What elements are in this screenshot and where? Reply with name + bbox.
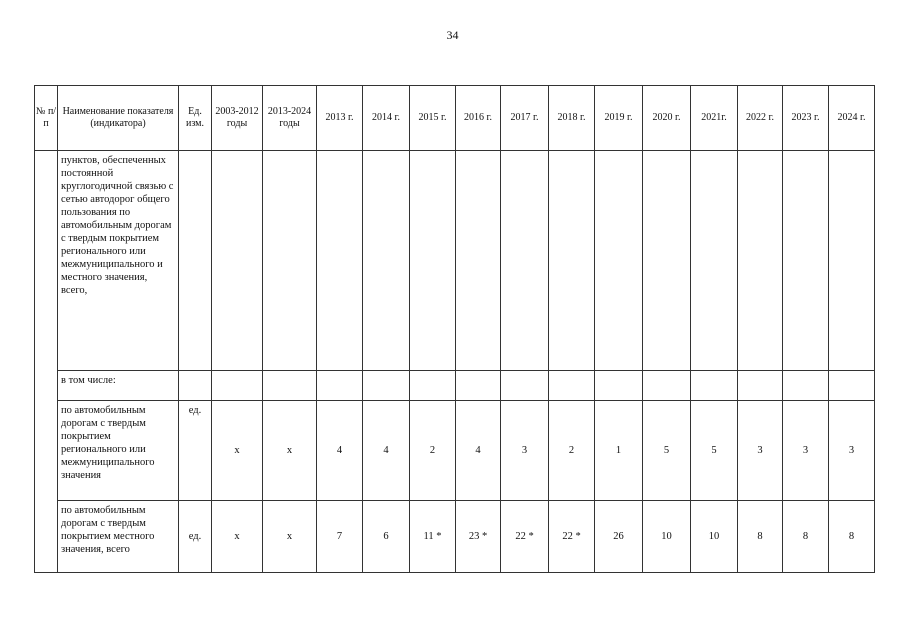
value-cell: 4 bbox=[456, 401, 501, 501]
value-cell bbox=[738, 371, 783, 401]
value-cell bbox=[501, 151, 549, 371]
header-year: 2015 г. bbox=[410, 86, 456, 151]
value-cell bbox=[549, 151, 595, 371]
value-cell bbox=[410, 371, 456, 401]
value-cell: 10 bbox=[691, 501, 738, 573]
indicator-name: по автомобильным дорогам с твердым покрытием регионального или межмуниципального значения bbox=[58, 401, 179, 501]
value-cell: 3 bbox=[829, 401, 875, 501]
value-cell: 11 * bbox=[410, 501, 456, 573]
value-cell: 26 bbox=[595, 501, 643, 573]
header-year: 2024 г. bbox=[829, 86, 875, 151]
header-period-2013-2024: 2013-2024 годы bbox=[263, 86, 317, 151]
indicator-name: пунктов, обеспеченных постоянной круглогодичной связью с сетью автодорог общего пользования по автомобильным дорогам с твердым покрытием регионального или межмуниципального и местного значения, всего, bbox=[58, 151, 179, 371]
row-number-cell bbox=[35, 151, 58, 573]
header-row bbox=[35, 86, 875, 151]
value-cell bbox=[501, 371, 549, 401]
indicator-name: в том числе: bbox=[58, 371, 179, 401]
value-cell: 4 bbox=[363, 401, 410, 501]
value-cell bbox=[595, 151, 643, 371]
value-cell: 8 bbox=[829, 501, 875, 573]
value-cell: 4 bbox=[317, 401, 363, 501]
header-unit: Ед. изм. bbox=[179, 86, 212, 151]
value-cell bbox=[595, 371, 643, 401]
header-period-2003-2012: 2003-2012 годы bbox=[212, 86, 263, 151]
value-cell bbox=[829, 151, 875, 371]
header-year: 2023 г. bbox=[783, 86, 829, 151]
period-cell bbox=[212, 371, 263, 401]
table-row bbox=[35, 501, 875, 573]
table-row bbox=[35, 401, 875, 501]
value-cell: 7 bbox=[317, 501, 363, 573]
header-year: 2019 г. bbox=[595, 86, 643, 151]
value-cell bbox=[783, 371, 829, 401]
value-cell: 5 bbox=[643, 401, 691, 501]
period-cell: х bbox=[212, 501, 263, 573]
unit-cell: ед. bbox=[179, 501, 212, 573]
period-cell bbox=[212, 151, 263, 371]
period-cell: х bbox=[263, 501, 317, 573]
value-cell bbox=[691, 151, 738, 371]
value-cell: 6 bbox=[363, 501, 410, 573]
value-cell: 3 bbox=[738, 401, 783, 501]
value-cell: 10 bbox=[643, 501, 691, 573]
header-year: 2016 г. bbox=[456, 86, 501, 151]
indicator-table bbox=[34, 85, 875, 573]
value-cell bbox=[738, 151, 783, 371]
header-year: 2020 г. bbox=[643, 86, 691, 151]
table-row bbox=[35, 371, 875, 401]
header-year: 2021г. bbox=[691, 86, 738, 151]
header-year: 2013 г. bbox=[317, 86, 363, 151]
value-cell: 1 bbox=[595, 401, 643, 501]
value-cell: 23 * bbox=[456, 501, 501, 573]
indicator-name: по автомобильным дорогам с твердым покрытием местного значения, всего bbox=[58, 501, 179, 573]
value-cell: 8 bbox=[738, 501, 783, 573]
value-cell bbox=[549, 371, 595, 401]
value-cell bbox=[317, 151, 363, 371]
unit-cell: ед. bbox=[179, 401, 212, 501]
value-cell bbox=[829, 371, 875, 401]
page-number: 34 bbox=[446, 28, 459, 42]
unit-cell bbox=[179, 151, 212, 371]
value-cell: 22 * bbox=[501, 501, 549, 573]
value-cell bbox=[456, 371, 501, 401]
table-row bbox=[35, 151, 875, 371]
period-cell: х bbox=[212, 401, 263, 501]
period-cell: х bbox=[263, 401, 317, 501]
header-year: 2022 г. bbox=[738, 86, 783, 151]
value-cell bbox=[363, 371, 410, 401]
header-year: 2014 г. bbox=[363, 86, 410, 151]
header-name: Наименование показателя (индикатора) bbox=[58, 86, 179, 151]
value-cell: 8 bbox=[783, 501, 829, 573]
value-cell bbox=[317, 371, 363, 401]
value-cell: 2 bbox=[410, 401, 456, 501]
period-cell bbox=[263, 151, 317, 371]
period-cell bbox=[263, 371, 317, 401]
header-year: 2017 г. bbox=[501, 86, 549, 151]
value-cell bbox=[410, 151, 456, 371]
value-cell bbox=[643, 151, 691, 371]
value-cell bbox=[691, 371, 738, 401]
value-cell: 5 bbox=[691, 401, 738, 501]
value-cell bbox=[363, 151, 410, 371]
value-cell: 3 bbox=[501, 401, 549, 501]
value-cell: 2 bbox=[549, 401, 595, 501]
value-cell bbox=[456, 151, 501, 371]
value-cell: 3 bbox=[783, 401, 829, 501]
unit-cell bbox=[179, 371, 212, 401]
value-cell bbox=[783, 151, 829, 371]
header-year: 2018 г. bbox=[549, 86, 595, 151]
value-cell: 22 * bbox=[549, 501, 595, 573]
value-cell bbox=[643, 371, 691, 401]
header-num: № п/п bbox=[35, 86, 58, 151]
